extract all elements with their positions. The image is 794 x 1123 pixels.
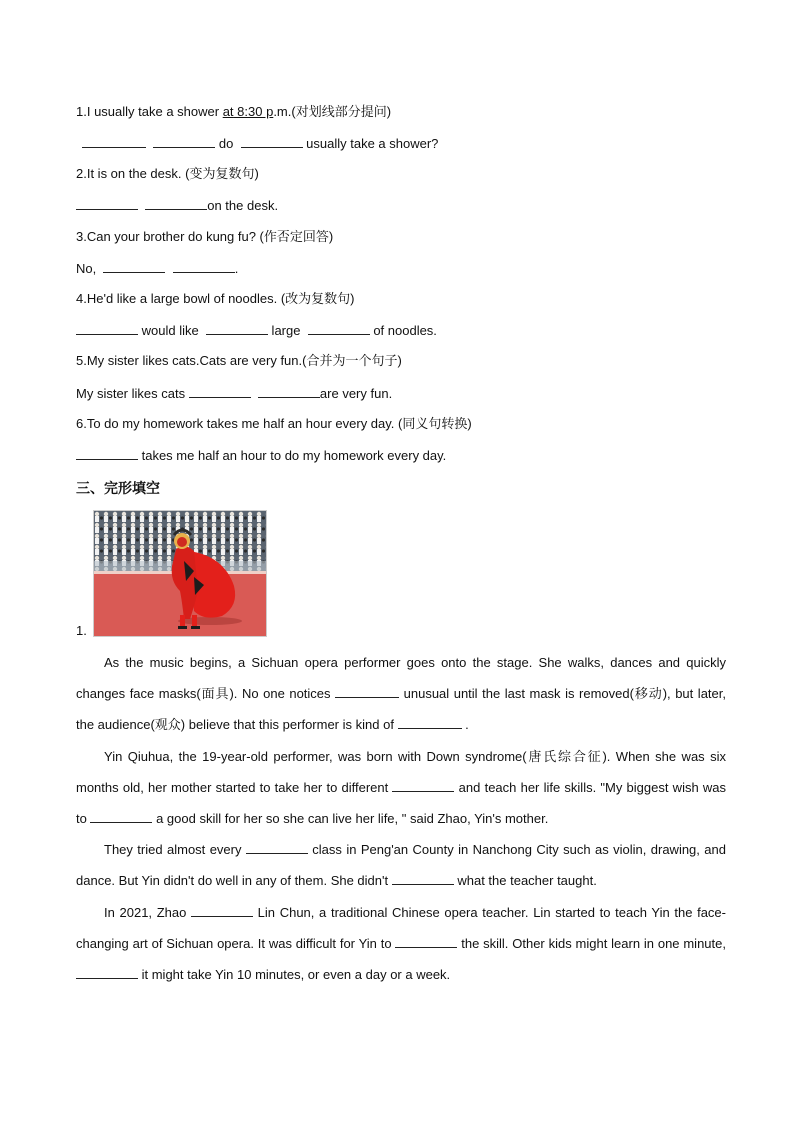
question-1-text: 1.I usually take a shower [76,104,223,119]
answer-6-text: takes me half an hour to do my homework every day. [138,448,447,463]
section-title: 三、完形填空 [76,481,160,497]
cloze-question-number: 1. [76,623,87,638]
cloze-paragraph-1 [76,647,726,740]
answer-2-text: on the desk. [207,198,279,213]
answer-blank[interactable] [308,322,370,335]
answer-blank[interactable] [153,135,215,148]
question-1-instruction: .m.(对划线部分提问) [273,104,392,119]
answer-blank[interactable] [189,385,251,398]
answer-4-text-mid: large [267,323,305,338]
answer-3-text-end: . [234,261,239,276]
question-2: 2.It is on the desk. (变为复数句) [76,166,259,181]
question-1-underlined-time: 8:30 p [233,104,274,119]
answer-3-text: No, [76,261,100,276]
cloze-blank[interactable] [392,872,454,885]
paragraph-2-text-mid: and teach her life skills. "My biggest wish was to [76,780,727,826]
answer-4-text: would like [138,323,203,338]
answer-1-text-end: usually take a shower? [302,136,439,151]
answer-1-text: do [215,136,237,151]
cloze-blank[interactable] [90,810,152,823]
cloze-paragraph-4 [76,897,726,990]
cloze-paragraph-3 [76,834,726,896]
cloze-blank[interactable] [191,904,253,917]
question-1 [76,104,726,120]
paragraph-3-text-end: what the teacher taught. [453,873,597,888]
answer-blank[interactable] [258,385,320,398]
question-3: 3.Can your brother do kung fu? (作否定回答) [76,229,334,244]
paragraph-1-text-mid: unusual until the last mask is removed(移动), but later, the audience(观众) believe that this performer is kind of [76,686,726,732]
answer-blank[interactable] [173,260,235,273]
answer-blank[interactable] [145,197,207,210]
answer-3 [76,260,726,277]
answer-4-text-end: of noodles. [369,323,437,338]
paragraph-3-text: They tried almost every [104,842,246,857]
cloze-blank[interactable] [392,779,454,792]
answer-6 [76,447,726,464]
paragraph-2-text-end: a good skill for her so she can live her life, " said Zhao, Yin's mother. [152,811,549,826]
answer-4 [76,322,726,339]
cloze-blank[interactable] [335,685,399,698]
paragraph-2-text: Yin Qiuhua, the 19-year-old performer, was born with Down syndrome(唐氏综合征). When she was six months old, her mother started to take her to different [76,749,726,795]
answer-blank[interactable] [76,447,138,460]
answer-5 [76,385,726,402]
paragraph-4-text-mid: Lin Chun, a traditional Chinese opera teacher. Lin started to teach Yin the face-changing art of Sichuan opera. It was difficult for Yin to [76,905,726,951]
opera-performer-photo [93,510,267,637]
question-1-underlined-at: at [222,104,234,119]
paragraph-4-text-end: it might take Yin 10 minutes, or even a day or a week. [138,967,451,982]
answer-blank[interactable] [241,135,303,148]
question-4: 4.He'd like a large bowl of noodles. (改为复数句) [76,291,355,306]
cloze-blank[interactable] [398,716,462,729]
cloze-blank[interactable] [76,966,138,979]
answer-5-text-end: are very fun. [319,386,393,401]
answer-blank[interactable] [76,322,138,335]
answer-blank[interactable] [76,197,138,210]
question-6: 6.To do my homework takes me half an hour every day. (同义句转换) [76,416,472,431]
answer-1 [82,135,732,152]
answer-blank[interactable] [103,260,165,273]
question-5: 5.My sister likes cats.Cats are very fun.(合并为一个句子) [76,353,402,368]
answer-blank[interactable] [82,135,146,148]
paragraph-1-text-end: . [461,717,469,732]
paragraph-1-text: As the music begins, a Sichuan opera performer goes onto the stage. She walks, dances and quickly changes face masks(面具). No one notices [76,655,726,701]
answer-2 [76,197,726,214]
answer-blank[interactable] [206,322,268,335]
cloze-paragraph-2 [76,741,726,834]
paragraph-3-text-mid: class in Peng'an County in Nanchong City such as violin, drawing, and dance. But Yin didn't do well in any of them. She didn't [76,842,726,888]
cloze-blank[interactable] [395,935,457,948]
paragraph-4-text: In 2021, Zhao [104,905,192,920]
cloze-blank[interactable] [246,841,308,854]
paragraph-4-text-mid2: the skill. Other kids might learn in one minute, [457,936,726,951]
opera-photo-illustration [94,511,266,636]
answer-5-text: My sister likes cats [76,386,189,401]
